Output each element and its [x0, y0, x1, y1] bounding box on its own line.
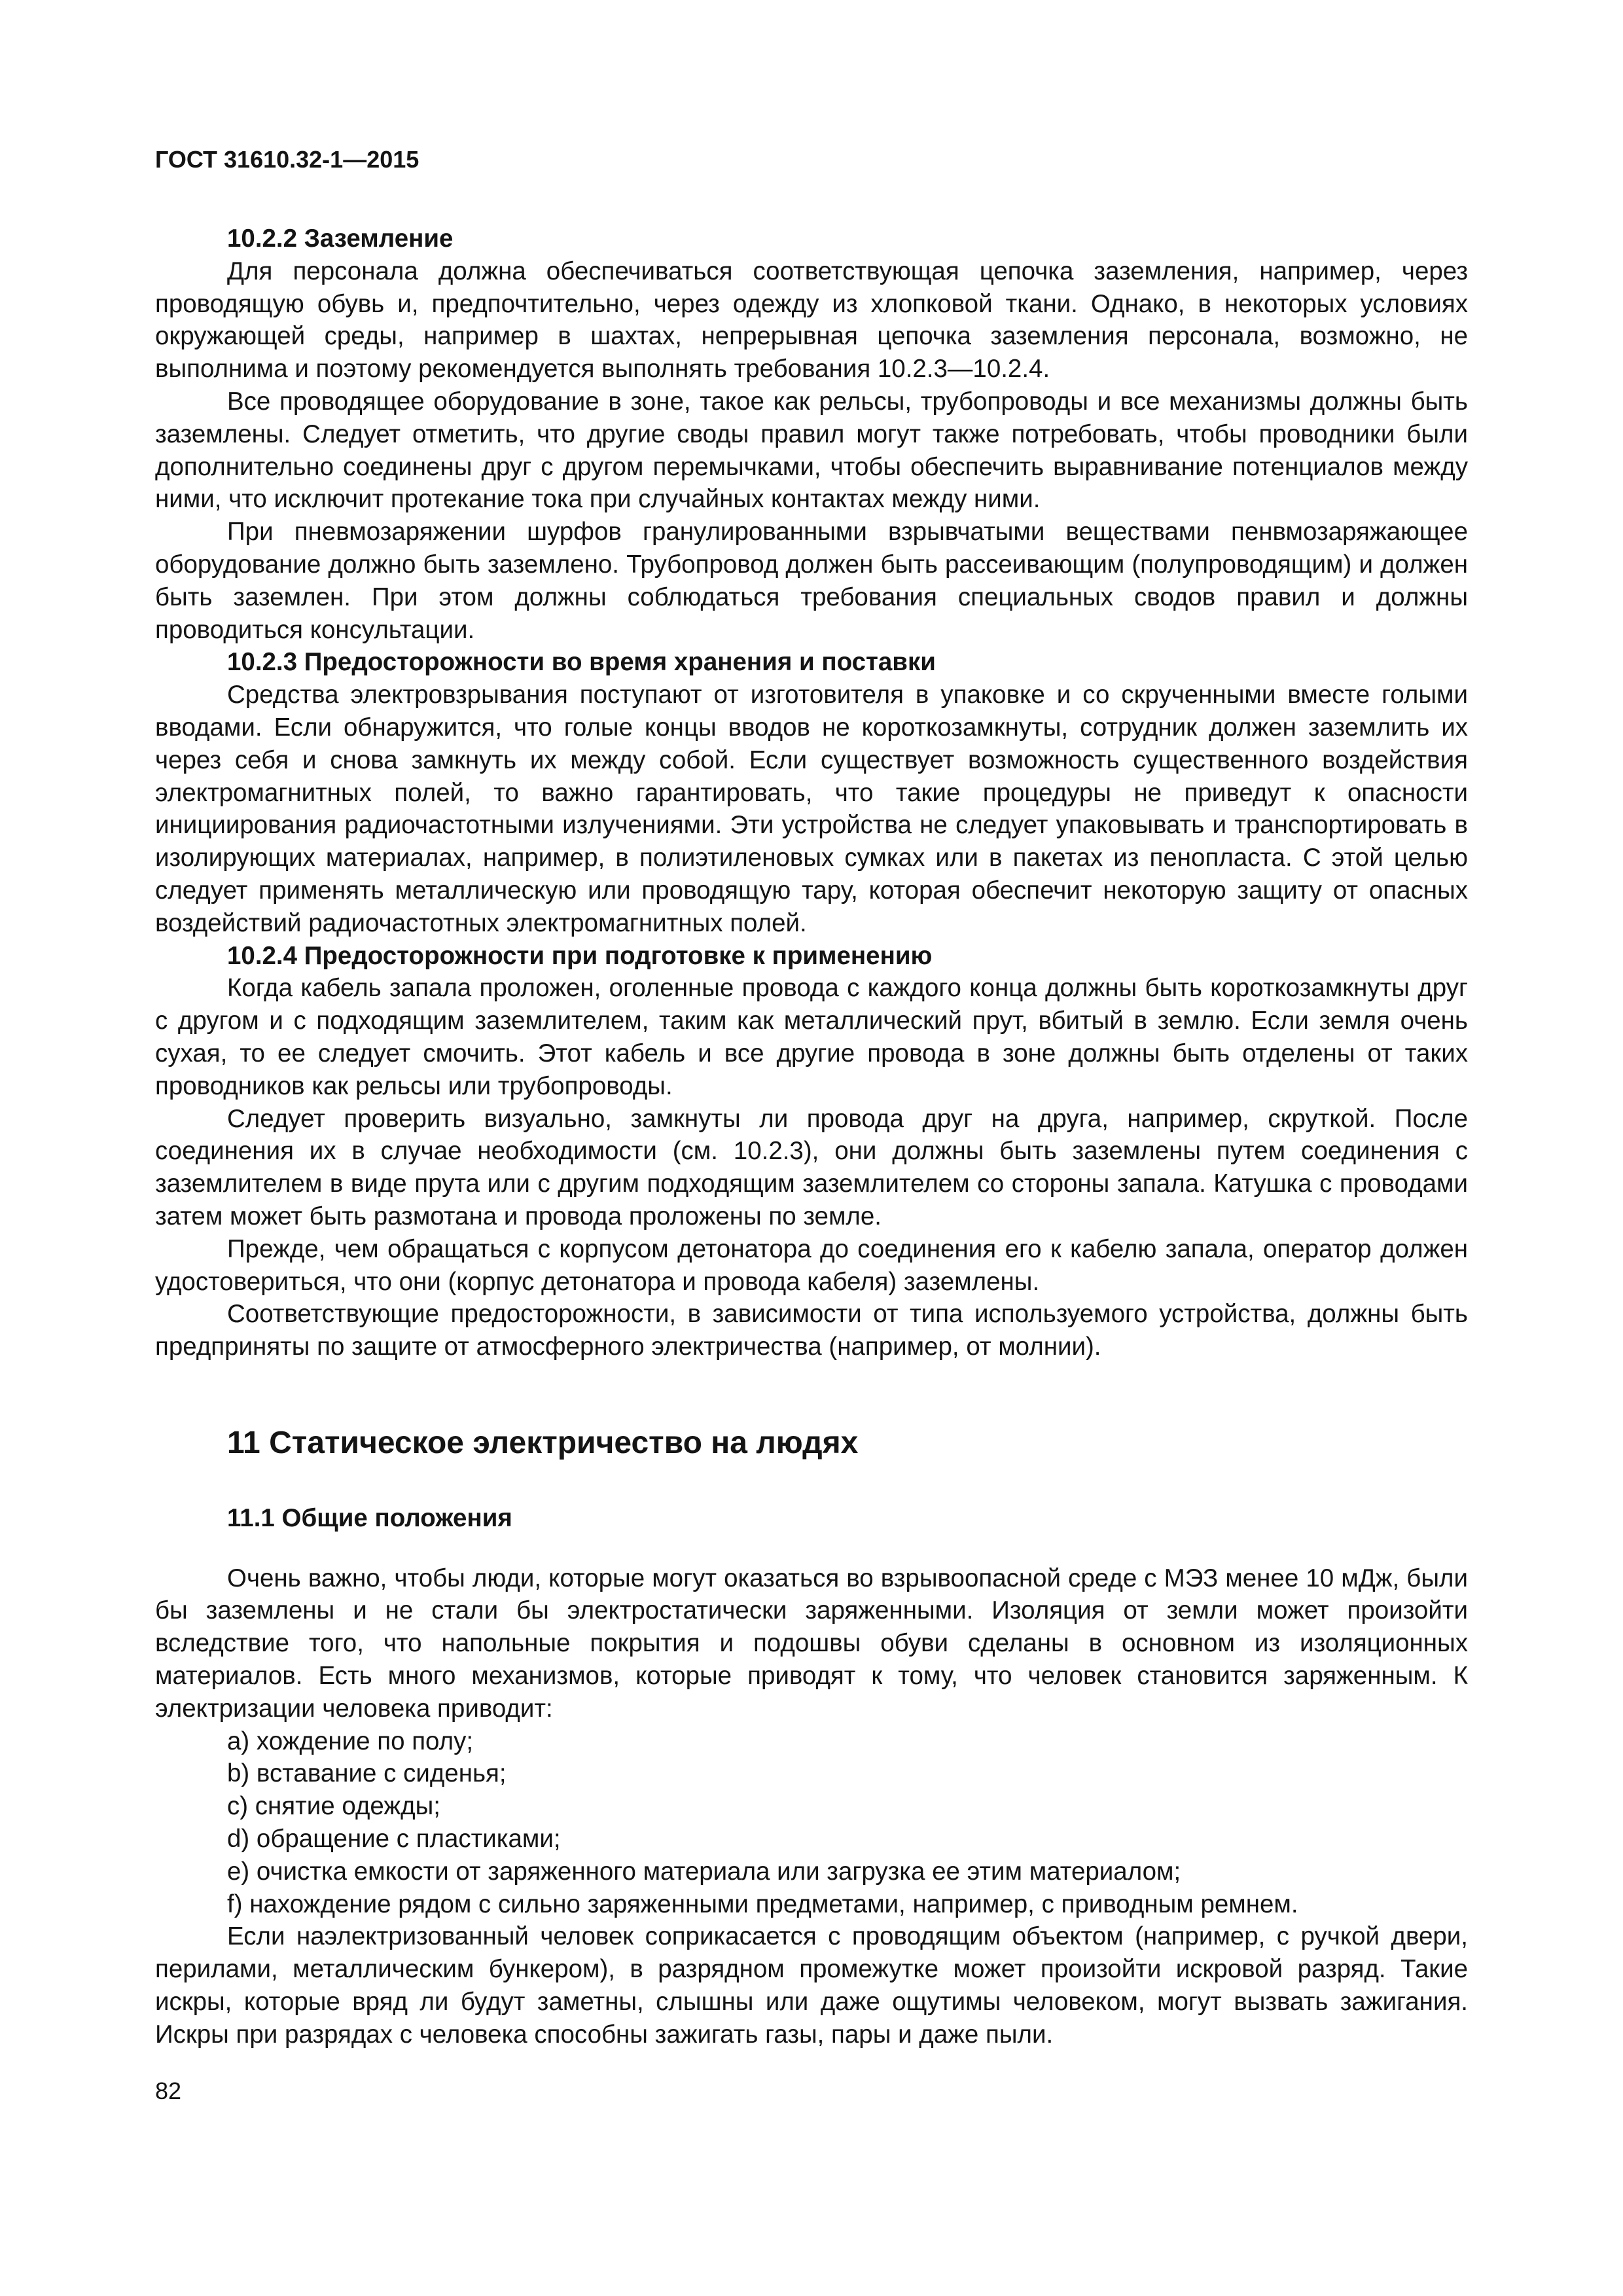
- list-item: b) вставание с сиденья;: [227, 1759, 507, 1788]
- paragraph: Для персонала должна обеспечиваться соответствующая цепочка заземления, например, через проводящую обувь и, предпочтительно, через одежду из хлопковой ткани. Однако, в некоторых условиях окружающей среды, например в шахтах, непрерывная цепочка заземления персонала, возможно, не выполнима и поэтому рекомендуется выполнять требования 10.2.3—10.2.4.: [155, 257, 1468, 384]
- section-11-heading: 11 Статическое электричество на людях: [227, 1425, 859, 1460]
- paragraph: Если наэлектризованный человек соприкасается с проводящим объектом (например, с ручкой двери, перилами, металлическим бункером), в разрядном промежутке может произойти искровой разряд. Такие искры, которые вряд ли будут заметны, слышны или даже ощутимы человеком, могут вызвать зажигания. Искры при разрядах с человека способны зажигать газы, пары и даже пыли.: [155, 1922, 1468, 2049]
- page-number: 82: [155, 2077, 182, 2104]
- paragraph: Соответствующие предосторожности, в зависимости от типа используемого устройства, должны быть предприняты по защите от атмосферного электричества (например, от молнии).: [155, 1300, 1468, 1361]
- page-body: [155, 223, 1468, 2051]
- section-10-2-4-heading: 10.2.4 Предосторожности при подготовке к применению: [227, 941, 933, 970]
- paragraph: Следует проверить визуально, замкнуты ли провода друг на друга, например, скруткой. После соединения их в случае необходимости (см. 10.2.3), они должны быть заземлены путем соединения с заземлителем в виде прута или с другим подходящим заземлителем со стороны запала. Катушка с проводами затем может быть размотана и провода проложены по земле.: [155, 1104, 1468, 1230]
- paragraph: Средства электровзрывания поступают от изготовителя в упаковке и со скрученными вместе голыми вводами. Если обнаружится, что голые концы вводов не короткозамкнуты, сотрудник должен заземлить их через себя и снова замкнуть их между собой. Если существует возможность существенного воздействия электромагнитных полей, то важно гарантировать, что такие процедуры не приведут к опасности инициирования радиочастотными излучениями. Эти устройства не следует упаковывать и транспортировать в изолирующих материалах, например, в полиэтиленовых сумках или в пакетах из пенопласта. С этой целью следует применять металлическую или проводящую тару, которая обеспечит некоторую защиту от опасных воздействий радиочастотных электромагнитных полей.: [155, 681, 1468, 937]
- paragraph: Прежде, чем обращаться с корпусом детонатора до соединения его к кабелю запала, оператор должен удостовериться, что они (корпус детонатора и провода кабеля) заземлены.: [155, 1234, 1468, 1296]
- paragraph: Очень важно, чтобы люди, которые могут оказаться во взрывоопасной среде с МЭЗ менее 10 мДж, были бы заземлены и не стали бы электростатически заряженными. Изоляция от земли может произойти вследствие того, что напольные покрытия и подошвы обуви сделаны в основном из изоляционных материалов. Есть много механизмов, которые приводят к тому, что человек становится заряженным. К электризации человека приводит:: [155, 1564, 1468, 1723]
- list-item: f) нахождение рядом с сильно заряженными предметами, например, с приводным ремнем.: [227, 1890, 1298, 1918]
- list-item: a) хождение по полу;: [227, 1727, 474, 1755]
- standard-designation: ГОСТ 31610.32-1—2015: [155, 146, 419, 173]
- section-11-1-heading: 11.1 Общие положения: [227, 1503, 512, 1532]
- section-10-2-2-heading: 10.2.2 Заземление: [227, 224, 454, 253]
- paragraph: Когда кабель запала проложен, оголенные провода с каждого конца должны быть короткозамкнуты друг с другом и с подходящим заземлителем, таким как металлический прут, вбитый в землю. Если земля очень сухая, то ее следует смочить. Этот кабель и все другие провода в зоне должны быть отделены от таких проводников как рельсы или трубопроводы.: [155, 974, 1468, 1100]
- paragraph: Все проводящее оборудование в зоне, такое как рельсы, трубопроводы и все механизмы должны быть заземлены. Следует отметить, что другие своды правил могут также потребовать, чтобы проводники были дополнительно соединены друг с другом перемычками, чтобы обеспечить выравнивание потенциалов между ними, что исключит протекание тока при случайных контактах между ними.: [155, 387, 1468, 514]
- electrification-causes-list: [155, 1725, 1468, 1921]
- list-item: e) очистка емкости от заряженного материала или загрузка ее этим материалом;: [227, 1857, 1181, 1886]
- paragraph: При пневмозаряжении шурфов гранулированными взрывчатыми веществами пенвмозаряжающее оборудование должно быть заземлено. Трубопровод должен быть рассеивающим (полупроводящим) и должен быть заземлен. При этом должны соблюдаться требования специальных сводов правил и должны проводиться консультации.: [155, 518, 1468, 644]
- list-item: d) обращение с пластиками;: [227, 1825, 561, 1854]
- list-item: c) снятие одежды;: [227, 1792, 440, 1821]
- section-10-2-3-heading: 10.2.3 Предосторожности во время хранения и поставки: [227, 648, 936, 677]
